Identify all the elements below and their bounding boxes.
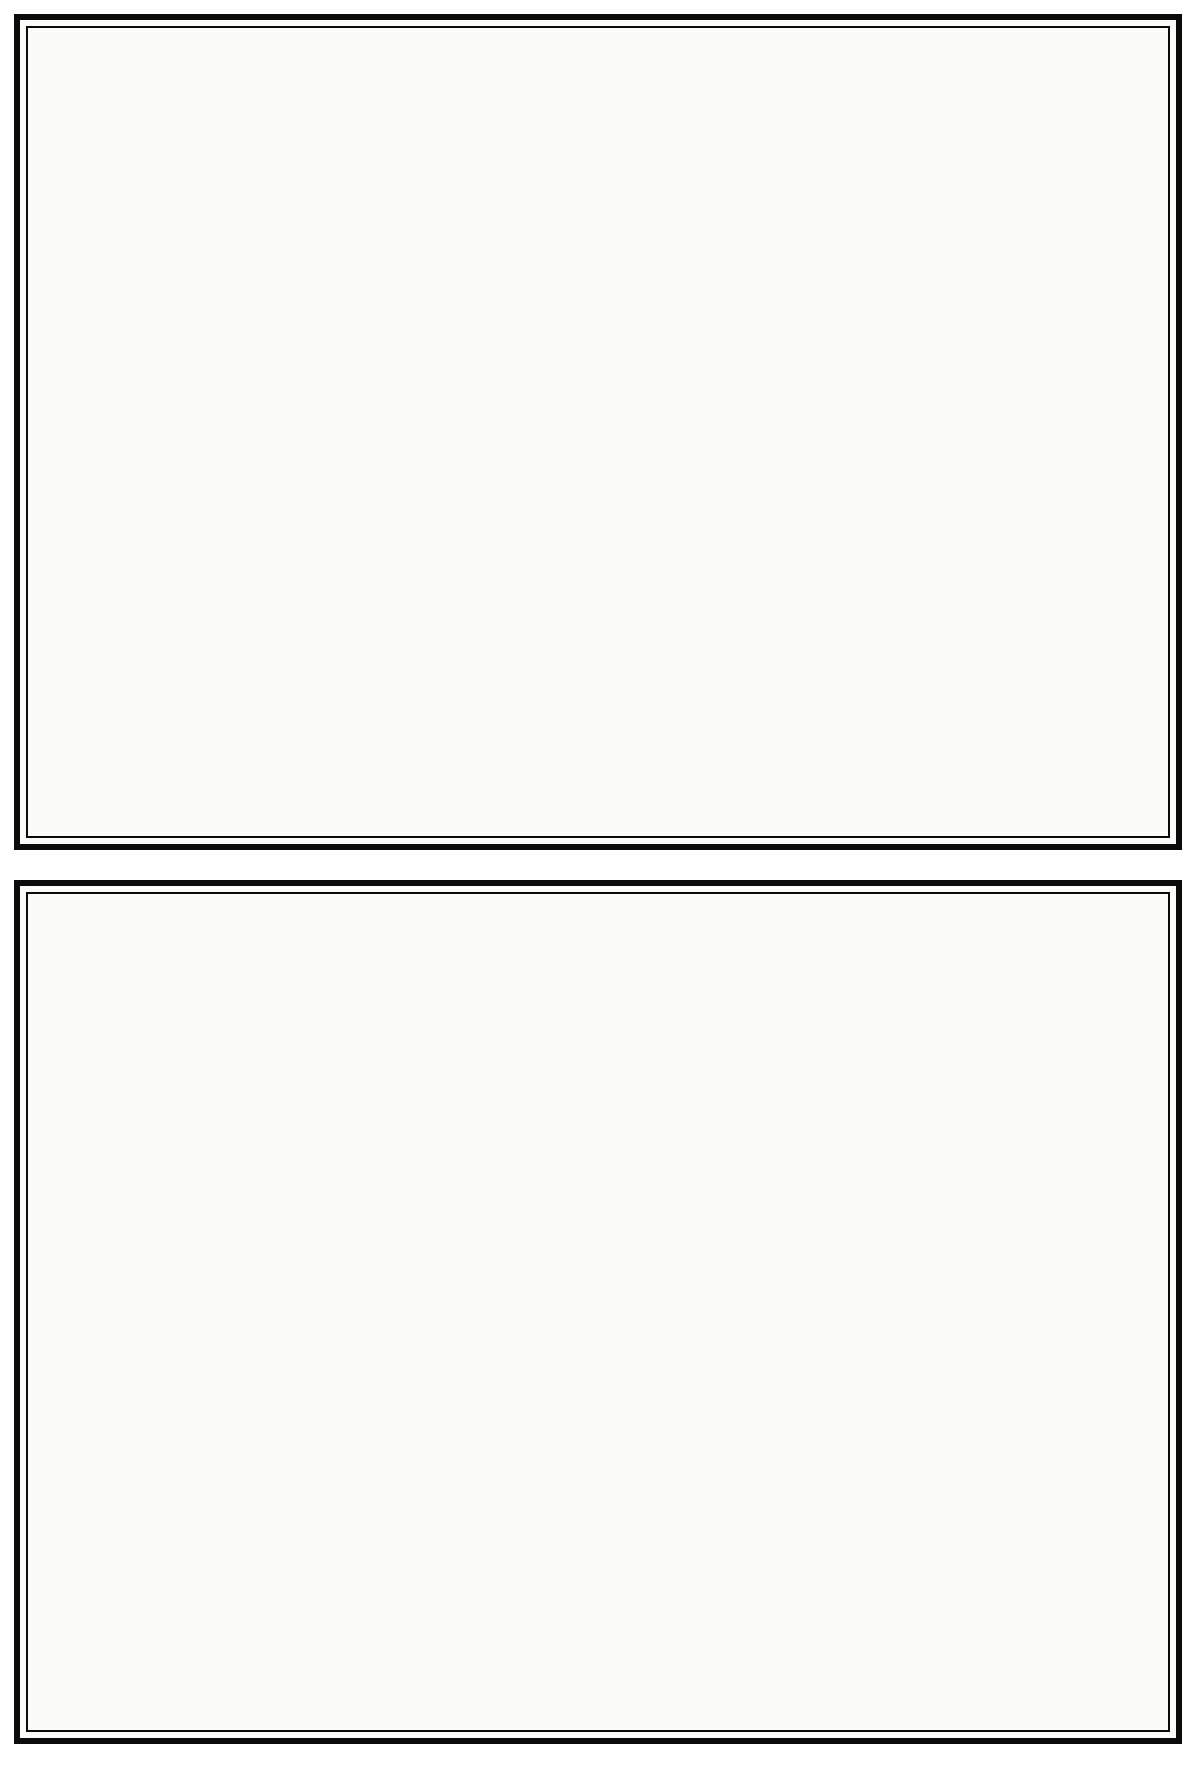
top-page (14, 14, 1182, 850)
bottom-page (14, 880, 1182, 1744)
